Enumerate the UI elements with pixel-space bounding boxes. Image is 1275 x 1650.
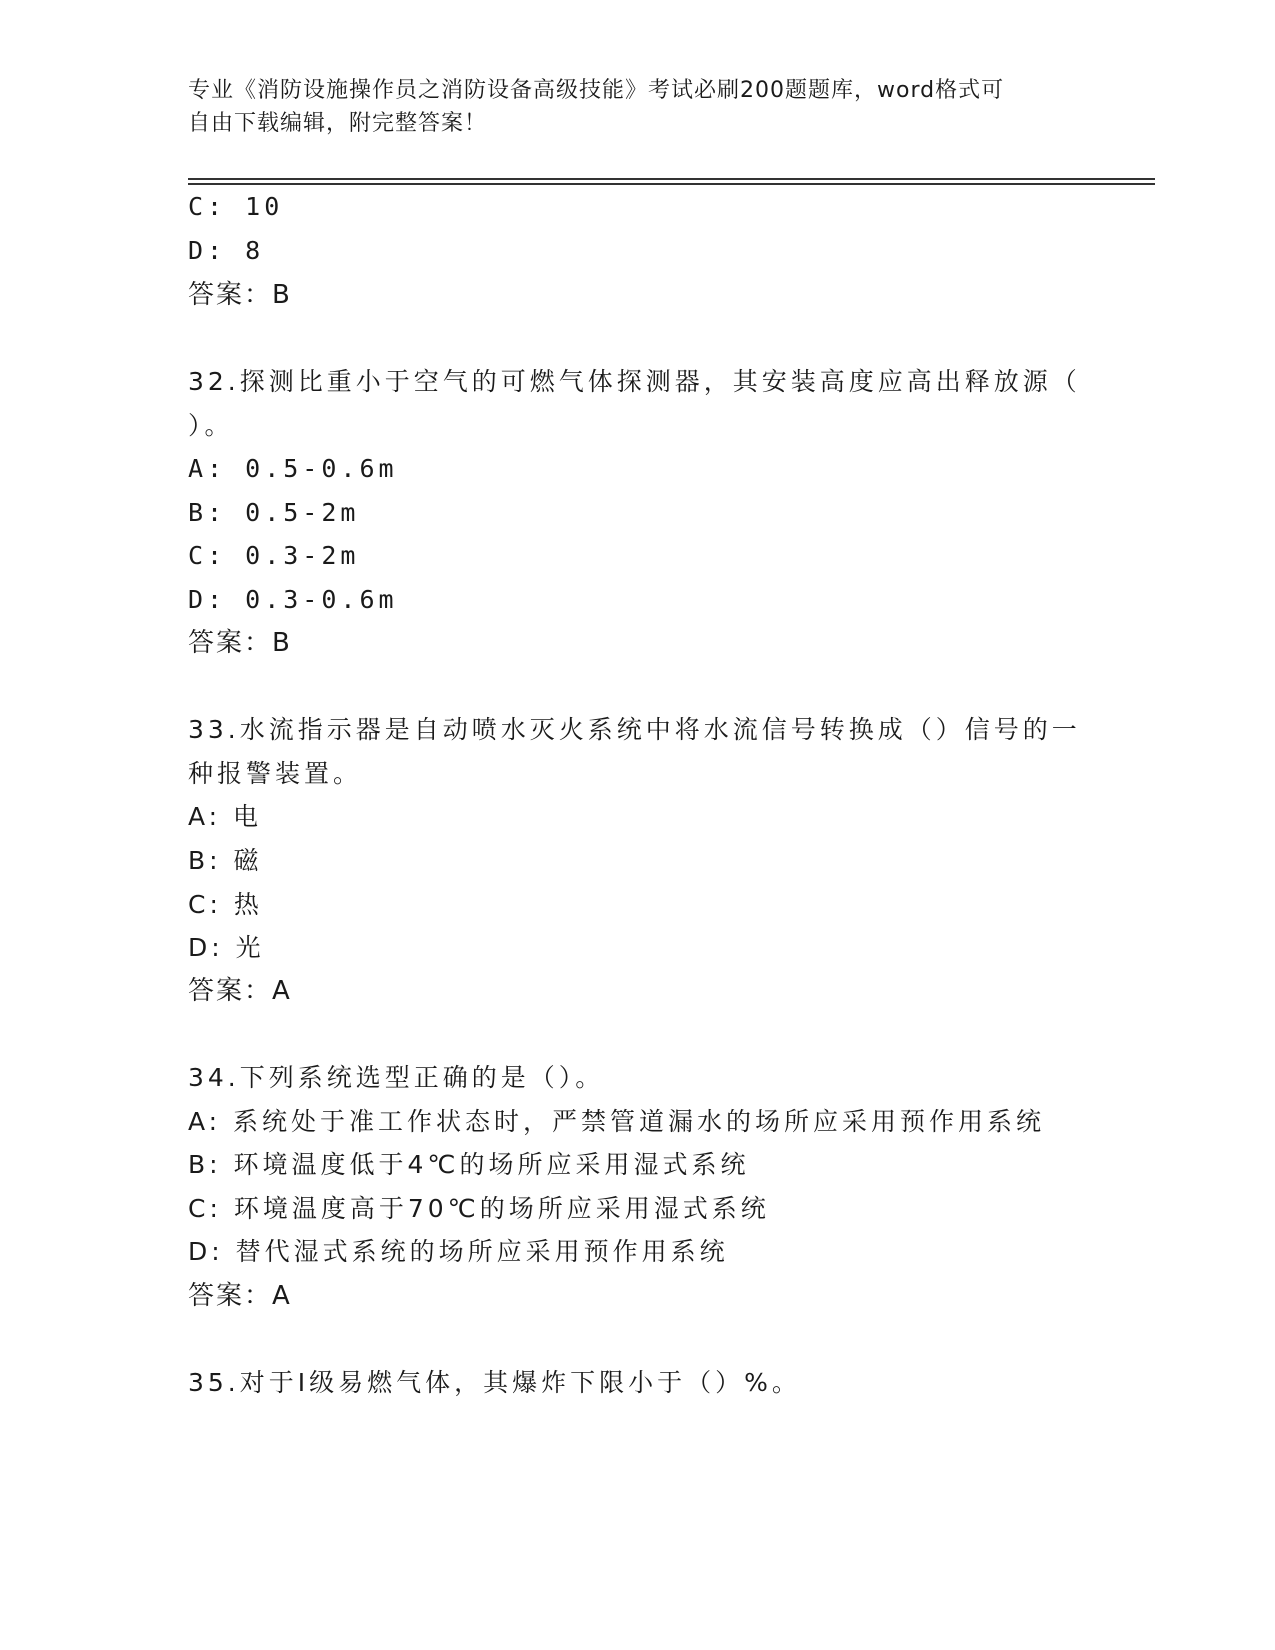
q32-option-a: A: 0.5-0.6m xyxy=(188,454,398,483)
q34-option-b: B: 环境温度低于4℃的场所应采用湿式系统 xyxy=(188,1150,750,1179)
header-line-2: 自由下载编辑，附完整答案！ xyxy=(188,111,488,136)
q31-answer: 答案：B xyxy=(188,280,292,310)
q32-stem-line-2: ）。 xyxy=(188,411,234,440)
q32-option-d: D: 0.3-0.6m xyxy=(188,585,398,614)
q34-stem-line-1: 34.下列系统选型正确的是（）。 xyxy=(188,1063,605,1092)
q32-stem-line-1: 32.探测比重小于空气的可燃气体探测器，其安装高度应高出释放源（ xyxy=(188,367,1081,396)
q33-stem-line-1: 33.水流指示器是自动喷水灭火系统中将水流信号转换成（）信号的一 xyxy=(188,715,1081,744)
header-line-1: 专业《消防设施操作员之消防设备高级技能》考试必刷200题题库，word格式可 xyxy=(188,78,1005,103)
q32-option-c: C: 0.3-2m xyxy=(188,541,360,570)
q33-option-a: A: 电 xyxy=(188,802,263,831)
q31-option-d: D: 8 xyxy=(188,236,265,265)
q33-stem-line-2: 种报警装置。 xyxy=(188,759,363,788)
q33-answer: 答案：A xyxy=(188,976,292,1006)
header-rule-bottom xyxy=(188,183,1155,185)
q34-option-d: D: 替代湿式系统的场所应采用预作用系统 xyxy=(188,1237,729,1266)
q34-answer: 答案：A xyxy=(188,1281,292,1311)
q34-option-a: A: 系统处于准工作状态时，严禁管道漏水的场所应采用预作用系统 xyxy=(188,1107,1046,1136)
q32-answer: 答案：B xyxy=(188,628,292,658)
q33-option-c: C: 热 xyxy=(188,890,263,919)
q33-option-d: D: 光 xyxy=(188,933,265,962)
q35-stem-line-1: 35.对于Ⅰ级易燃气体，其爆炸下限小于（）%。 xyxy=(188,1368,801,1397)
q34-option-c: C: 环境温度高于70℃的场所应采用湿式系统 xyxy=(188,1194,770,1223)
q32-option-b: B: 0.5-2m xyxy=(188,498,360,527)
q33-option-b: B: 磁 xyxy=(188,846,263,875)
header-rule-top xyxy=(188,178,1155,180)
document-header xyxy=(188,74,1068,140)
q31-option-c: C: 10 xyxy=(188,192,284,221)
